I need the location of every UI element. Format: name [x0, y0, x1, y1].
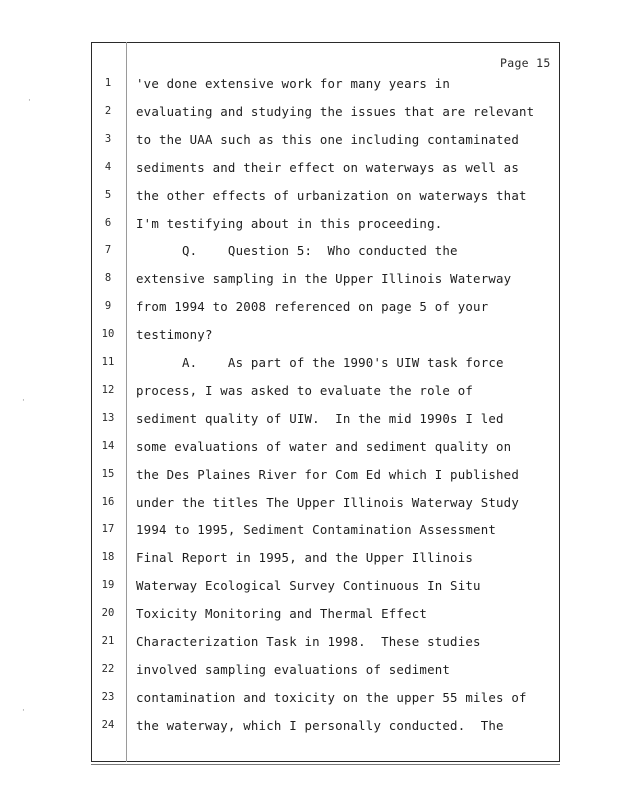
line-number: 18 — [101, 551, 115, 564]
line-number: 12 — [101, 383, 115, 396]
transcript-line: I'm testifying about in this proceeding. — [136, 215, 443, 231]
bottom-rule — [91, 764, 560, 765]
line-number: 23 — [101, 690, 115, 703]
line-number: 5 — [104, 188, 112, 201]
scan-speck: · — [22, 706, 25, 716]
line-number: 20 — [101, 607, 115, 620]
line-number: 13 — [101, 411, 115, 424]
transcript-line: Characterization Task in 1998. These studies — [136, 634, 481, 649]
transcript-line: involved sampling evaluations of sediment — [136, 661, 451, 677]
line-number-margin-rule — [126, 42, 127, 762]
line-number: 10 — [101, 328, 115, 341]
transcript-line: process, I was asked to evaluate the role of — [136, 382, 474, 398]
scan-speck: · — [22, 396, 25, 406]
page-number-label: Page 15 — [500, 56, 551, 70]
transcript-line: 've done extensive work for many years in — [136, 76, 451, 91]
line-number: 17 — [101, 523, 115, 536]
line-number: 22 — [101, 662, 115, 675]
transcript-line: Final Report in 1995, and the Upper Illinois — [136, 550, 474, 566]
transcript-line: 1994 to 1995, Sediment Contamination Assessment — [136, 522, 497, 538]
transcript-line: to the UAA such as this one including contaminated — [136, 131, 519, 147]
transcript-line: A. As part of the 1990's UIW task force — [136, 355, 504, 370]
line-number: 19 — [101, 579, 115, 592]
line-number: 8 — [104, 272, 112, 285]
transcript-line: Q. Question 5: Who conducted the — [136, 243, 458, 259]
transcript-line: extensive sampling in the Upper Illinois Waterway — [136, 271, 512, 287]
line-number: 9 — [104, 300, 112, 313]
line-number: 6 — [104, 216, 112, 229]
line-number: 24 — [101, 718, 115, 731]
transcript-line: sediments and their effect on waterways as well as — [136, 159, 519, 175]
line-number: 16 — [101, 495, 115, 508]
line-number: 2 — [104, 104, 112, 117]
transcript-line: Toxicity Monitoring and Thermal Effect — [136, 606, 428, 622]
transcript-line: Waterway Ecological Survey Continuous In Situ — [136, 578, 481, 594]
line-number: 15 — [101, 467, 115, 480]
line-number: 3 — [104, 132, 112, 145]
line-number: 14 — [101, 439, 115, 452]
line-number: 11 — [101, 356, 115, 368]
transcript-line: the other effects of urbanization on waterways that — [136, 187, 527, 203]
transcript-line: some evaluations of water and sediment quality on — [136, 438, 512, 454]
transcript-line: evaluating and studying the issues that are relevant — [136, 103, 535, 119]
line-number: 4 — [104, 160, 112, 173]
line-number: 21 — [101, 635, 115, 647]
line-number: 7 — [104, 244, 112, 257]
page-border — [91, 42, 560, 762]
line-number: 1 — [104, 77, 112, 89]
transcript-line: contamination and toxicity on the upper 55 miles of — [136, 689, 527, 705]
transcript-line: from 1994 to 2008 referenced on page 5 of your — [136, 299, 489, 315]
transcript-line: testimony? — [136, 327, 213, 343]
transcript-line: under the titles The Upper Illinois Waterway Study — [136, 494, 519, 510]
transcript-line: the waterway, which I personally conducted. The — [136, 717, 504, 733]
transcript-line: sediment quality of UIW. In the mid 1990s I led — [136, 410, 504, 426]
scan-speck: · — [28, 96, 31, 106]
transcript-line: the Des Plaines River for Com Ed which I published — [136, 466, 519, 482]
